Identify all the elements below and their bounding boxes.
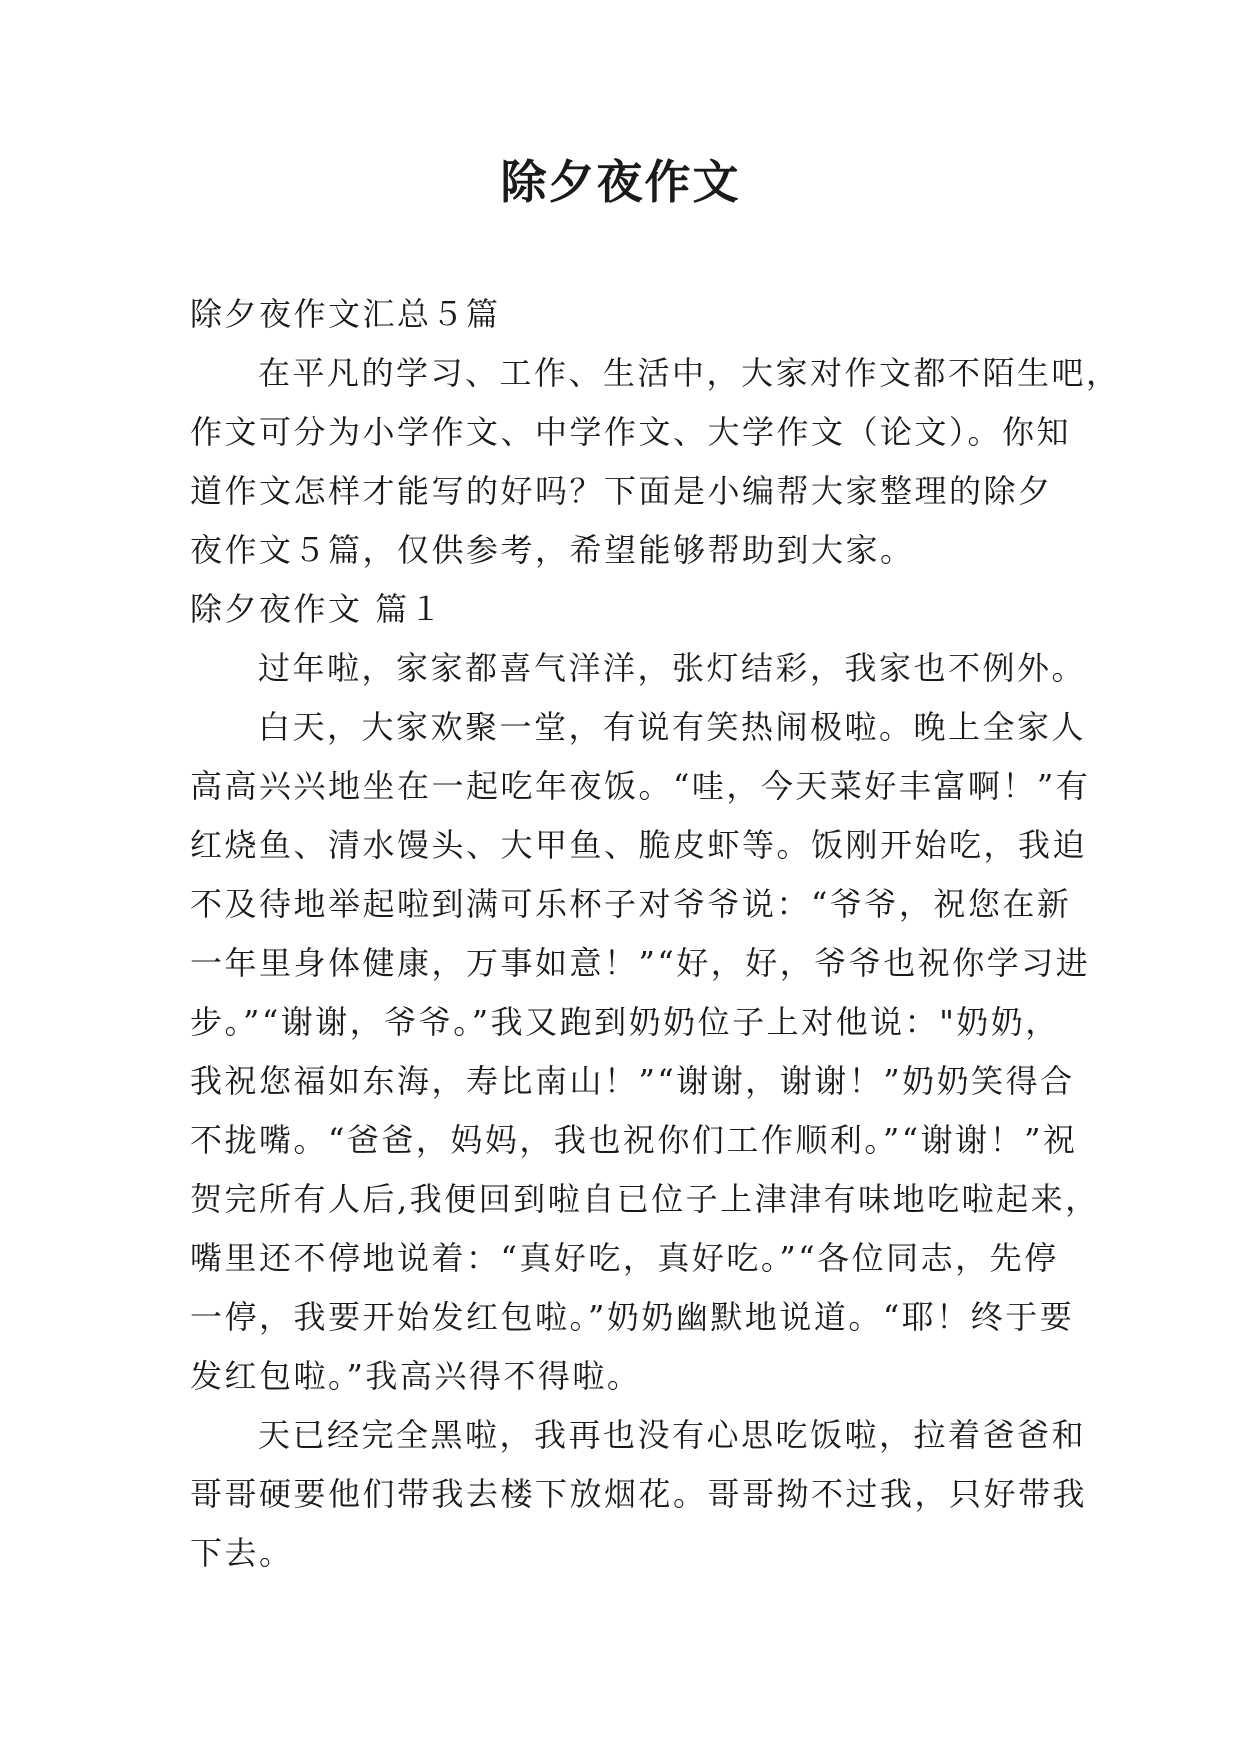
document-title: 除夕夜作文 <box>500 155 741 209</box>
paragraph-line: 白天，大家欢聚一堂，有说有笑热闹极啦。晚上全家人 <box>258 708 1087 746</box>
paragraph-line: 我祝您福如东海，寿比南山！”“谢谢，谢谢！”奶奶笑得合 <box>190 1062 1075 1100</box>
body-paragraph <box>190 639 1087 698</box>
paragraph-line: 过年啦，家家都喜气洋洋，张灯结彩，我家也不例外。 <box>258 649 1087 687</box>
paragraph-line: 贺完所有人后,我便回到啦自已位子上津津有味地吃啦起来， <box>190 1180 1100 1218</box>
paragraph-line: 发红包啦。”我高兴得不得啦。 <box>190 1357 642 1395</box>
document-subtitle: 除夕夜作文汇总５篇 <box>190 295 501 333</box>
paragraph-line: 哥哥硬要他们带我去楼下放烟花。哥哥拗不过我，只好带我 <box>190 1475 1088 1513</box>
paragraph-line: 作文可分为小学作文、中学作文、大学作文（论文）。你知 <box>190 413 1072 451</box>
intro-paragraph <box>190 344 1121 580</box>
paragraph-line: 不及待地举起啦到满可乐杯子对爷爷说：“爷爷，祝您在新 <box>190 885 1072 923</box>
paragraph-line: 天已经完全黑啦，我再也没有心思吃饭啦，拉着爸爸和 <box>258 1416 1087 1454</box>
document-body <box>190 285 1121 1583</box>
paragraph-line: 红烧鱼、清水馒头、大甲鱼、脆皮虾等。饭刚开始吃，我迫 <box>190 826 1088 864</box>
paragraph-line: 不拢嘴。“爸爸，妈妈，我也祝你们工作顺利。”“谢谢！”祝 <box>190 1121 1078 1159</box>
paragraph-line: 下去。 <box>190 1534 294 1572</box>
body-paragraph <box>190 1406 1088 1583</box>
paragraph-line: 步。”“谢谢，爷爷。”我又跑到奶奶位子上对他说："奶奶， <box>190 1003 1060 1041</box>
paragraph-line: 高高兴兴地坐在一起吃年夜饭。“哇，今天菜好丰富啊！”有 <box>190 767 1091 805</box>
paragraph-line: 在平凡的学习、工作、生活中，大家对作文都不陌生吧， <box>258 354 1121 392</box>
paragraph-line: 夜作文５篇，仅供参考，希望能够帮助到大家。 <box>190 531 915 569</box>
body-paragraph <box>190 698 1100 1406</box>
paragraph-line: 嘴里还不停地说着：“真好吃，真好吃。”“各位同志，先停 <box>190 1239 1059 1277</box>
paragraph-line: 一年里身体健康，万事如意！”“好，好，爷爷也祝你学习进 <box>190 944 1091 982</box>
paragraph-line: 道作文怎样才能写的好吗？下面是小编帮大家整理的除夕 <box>190 472 1053 510</box>
paragraph-line: 一停，我要开始发红包啦。”奶奶幽默地说道。“耶！终于要 <box>190 1298 1075 1336</box>
section-heading: 除夕夜作文 篇１ <box>190 590 445 628</box>
